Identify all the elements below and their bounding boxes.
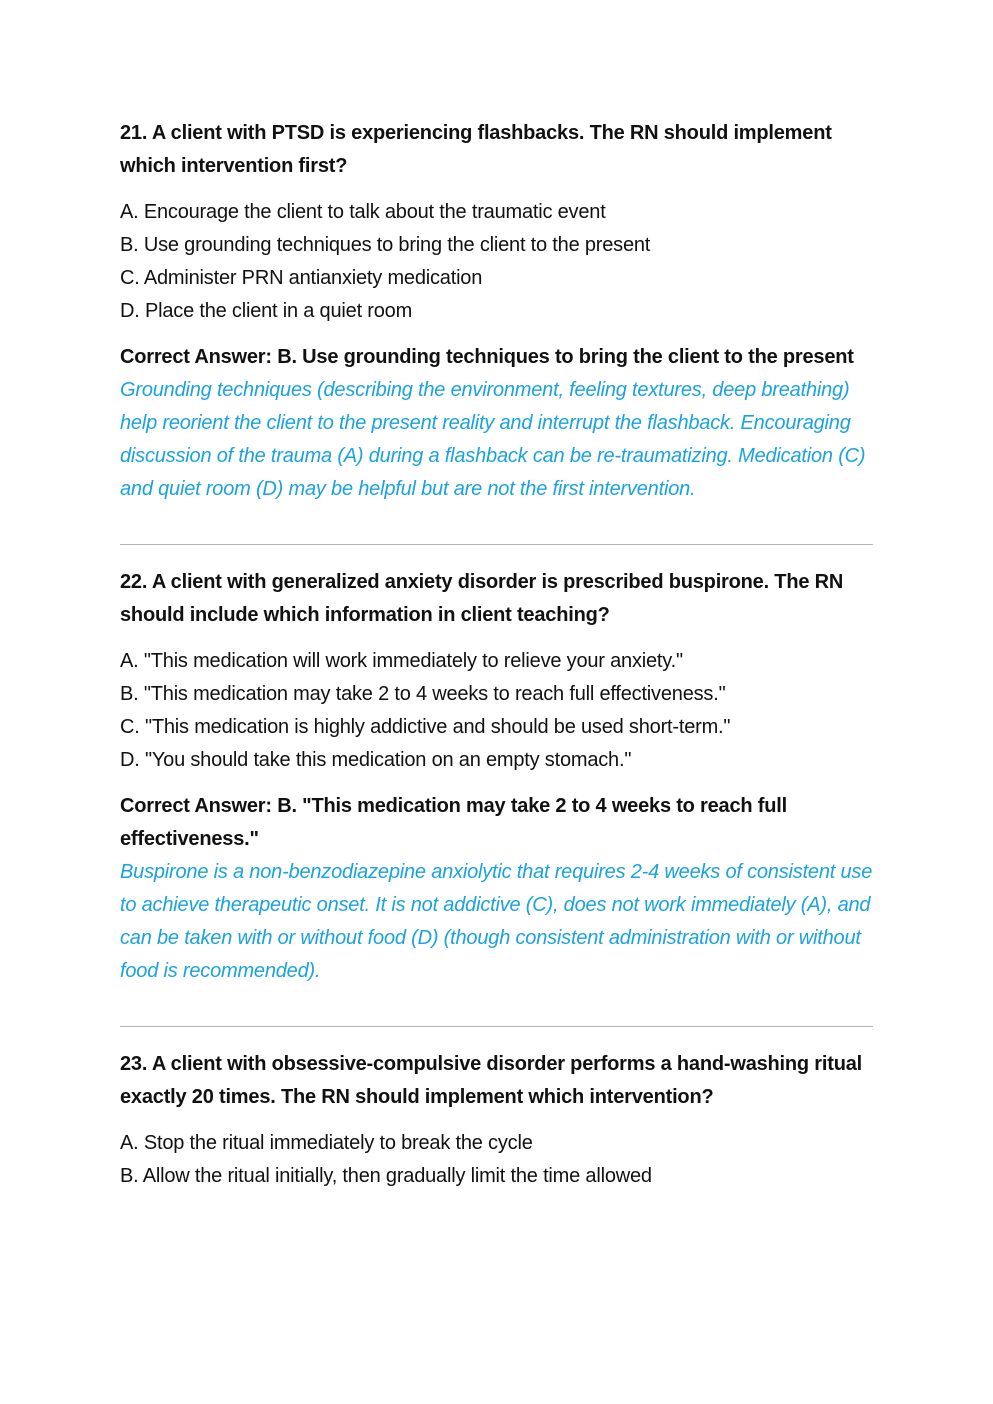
option-a: A. "This medication will work immediately to relieve your anxiety." [120,650,683,672]
option-d: D. Place the client in a quiet room [120,300,413,322]
question-block-23 [120,1048,873,1193]
option-d: D. "You should take this medication on an empty stomach." [120,749,632,771]
option-a: A. Encourage the client to talk about the traumatic event [120,201,606,223]
option-list [120,645,873,777]
question-block-21 [120,117,873,506]
option-list [120,196,873,328]
section-divider [120,1026,873,1027]
document-page [120,117,873,1206]
section-divider [120,544,873,545]
option-c: C. Administer PRN antianxiety medication [120,267,483,289]
option-b: B. "This medication may take 2 to 4 weeks to reach full effectiveness." [120,683,726,705]
question-text: 21. A client with PTSD is experiencing flashbacks. The RN should implement which intervention first? [120,122,832,177]
question-block-22 [120,566,873,988]
option-list [120,1127,873,1193]
correct-answer: Correct Answer: B. Use grounding techniques to bring the client to the present [120,346,854,368]
option-b: B. Allow the ritual initially, then gradually limit the time allowed [120,1165,652,1187]
rationale-text: Buspirone is a non-benzodiazepine anxiolytic that requires 2-4 weeks of consistent use to achieve therapeutic onset. It is not addictive (C), does not work immediately (A), and can be taken with or without food (D) (though consistent administration with or without food is recommended). [120,861,873,982]
question-text: 22. A client with generalized anxiety disorder is prescribed buspirone. The RN should include which information in client teaching? [120,571,844,626]
rationale-text: Grounding techniques (describing the environment, feeling textures, deep breathing) help reorient the client to the present reality and interrupt the flashback. Encouraging discussion of the trauma (A) during a flashback can be re-traumatizing. Medication (C) and quiet room (D) may be helpful but are not the first intervention. [120,379,866,500]
option-c: C. "This medication is highly addictive and should be used short-term." [120,716,731,738]
option-b: B. Use grounding techniques to bring the client to the present [120,234,651,256]
question-text: 23. A client with obsessive-compulsive disorder performs a hand-washing ritual exactly 20 times. The RN should implement which intervention? [120,1053,862,1108]
option-a: A. Stop the ritual immediately to break the cycle [120,1132,533,1154]
correct-answer: Correct Answer: B. "This medication may take 2 to 4 weeks to reach full effectiveness." [120,795,787,850]
